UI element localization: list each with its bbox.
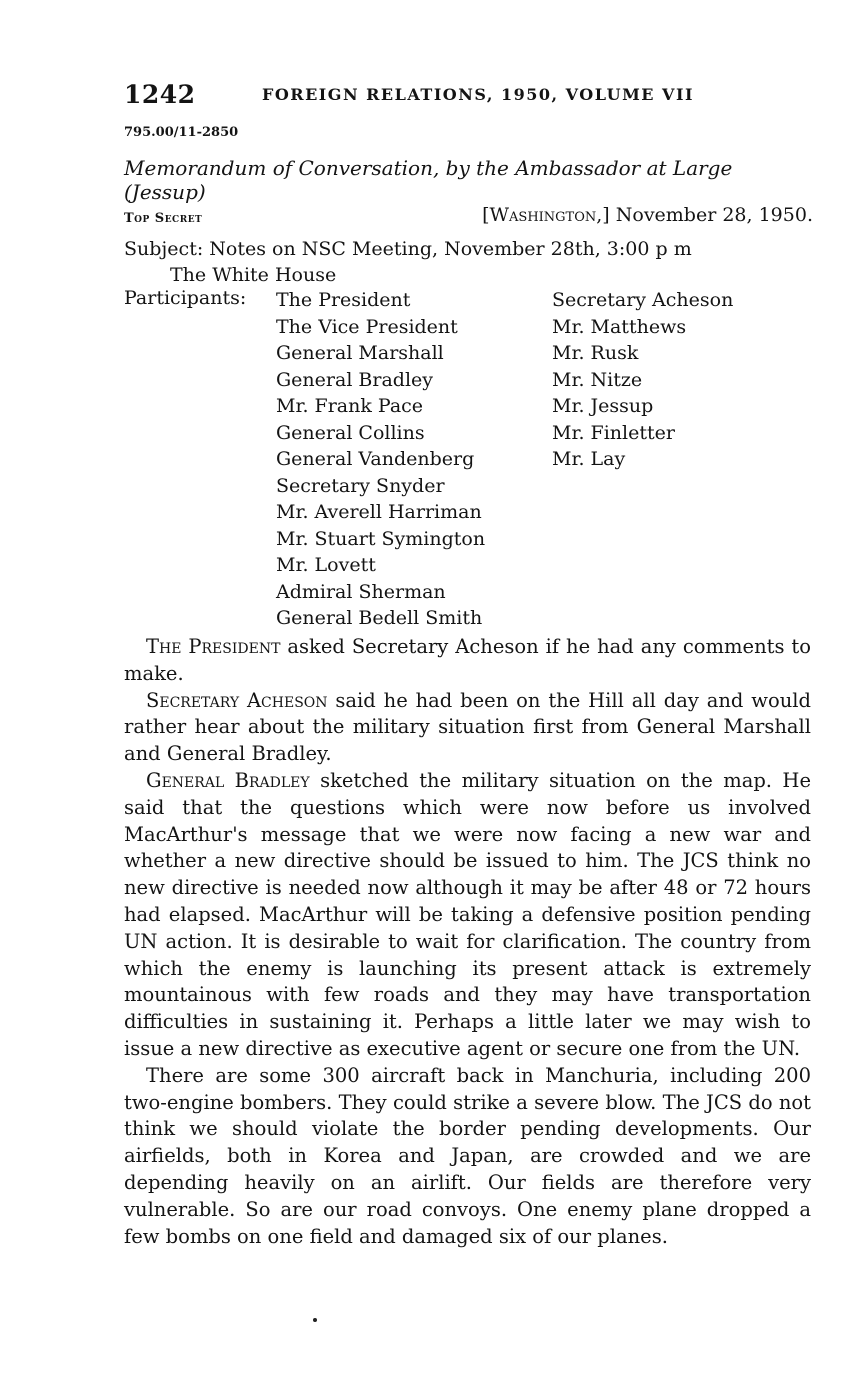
participant: General Bradley bbox=[276, 368, 434, 391]
participant: Mr. Finletter bbox=[552, 421, 675, 444]
participants-column-2 bbox=[552, 287, 733, 473]
paragraph bbox=[124, 688, 811, 768]
speaker-name: The President bbox=[146, 635, 281, 658]
paragraph-text: said he had been on the Hill all day and would rather hear about the military situation first from General Marshall and General Bradley. bbox=[124, 688, 811, 766]
participant: General Collins bbox=[276, 421, 425, 444]
participant: Mr. Nitze bbox=[552, 368, 643, 391]
subject-block bbox=[124, 236, 814, 288]
paragraph bbox=[124, 768, 811, 1063]
participants-column-1 bbox=[276, 287, 485, 632]
running-title: FOREIGN RELATIONS, 1950, VOLUME VII bbox=[262, 85, 694, 104]
participant: Mr. Rusk bbox=[552, 342, 639, 364]
participant: General Vandenberg bbox=[276, 448, 475, 470]
page-number: 1242 bbox=[124, 80, 196, 109]
participant: Secretary Snyder bbox=[276, 474, 445, 497]
file-number: 795.00/11-2850 bbox=[124, 125, 239, 140]
dateline-place: [Washington,] bbox=[482, 204, 610, 226]
participant: Mr. Lay bbox=[552, 448, 626, 470]
running-head bbox=[124, 80, 814, 110]
paragraph-text: sketched the military situation on the map. He said that the questions which were now before us involved MacArthur's message that we were now facing a new war and whether a new directive should be issued to him. The JCS think no new directive is needed now although it may be after 48 or 72 hours had elapsed. MacArthur will be taking a defensive position pending UN action. It is desirable to wait for clarification. The country from which the enemy is launching its present attack is extremely mountainous with few roads and they may have transportation difficulties in sustaining it. Perhaps a little later we may wish to issue a new directive as executive agent or secure one from the UN. bbox=[124, 768, 811, 1060]
paragraph bbox=[124, 634, 811, 688]
participant: General Bedell Smith bbox=[276, 607, 483, 629]
participant: Admiral Sherman bbox=[276, 580, 446, 603]
participant: Mr. Matthews bbox=[552, 315, 687, 338]
classification-marking: Top Secret bbox=[124, 211, 203, 226]
subject-label: Subject: bbox=[124, 238, 204, 260]
participant: Mr. Stuart Symington bbox=[276, 527, 486, 550]
participants-label: Participants: bbox=[124, 287, 247, 309]
document-title: Memorandum of Conversation, by the Ambassador at Large (Jessup) bbox=[124, 156, 733, 204]
participant: Mr. Frank Pace bbox=[276, 395, 424, 417]
subject-line-2: The White House bbox=[170, 264, 337, 286]
dateline bbox=[482, 204, 813, 226]
participant: General Marshall bbox=[276, 342, 444, 364]
subject-line-1: Notes on NSC Meeting, November 28th, 3:00 p m bbox=[209, 238, 692, 260]
participant: Mr. Lovett bbox=[276, 554, 376, 576]
participant: Secretary Acheson bbox=[552, 289, 734, 311]
dateline-date: November 28, 1950. bbox=[615, 204, 813, 226]
participant: Mr. Averell Harriman bbox=[276, 501, 482, 523]
paragraph bbox=[124, 1063, 811, 1251]
participant: The President bbox=[276, 289, 411, 311]
speaker-name: General Bradley bbox=[146, 768, 310, 792]
participant: The Vice President bbox=[276, 315, 458, 338]
participant: Mr. Jessup bbox=[552, 395, 654, 417]
stray-ink-mark bbox=[313, 1318, 317, 1322]
paragraph-text: asked Secretary Acheson if he had any comments to make. bbox=[124, 635, 812, 685]
speaker-name: Secretary Acheson bbox=[146, 688, 328, 712]
paragraph-text: There are some 300 aircraft back in Manchuria, including 200 two-engine bombers. They could strike a severe blow. The JCS do not think we should violate the border pending developments. Our airfields, both in Korea and Japan, are crowded and we are depending heavily on an airlift. Our fields are therefore very vulnerable. So are our road convoys. One enemy plane dropped a few bombs on one field and damaged six of our planes. bbox=[124, 1063, 811, 1248]
body-text bbox=[124, 634, 811, 1250]
